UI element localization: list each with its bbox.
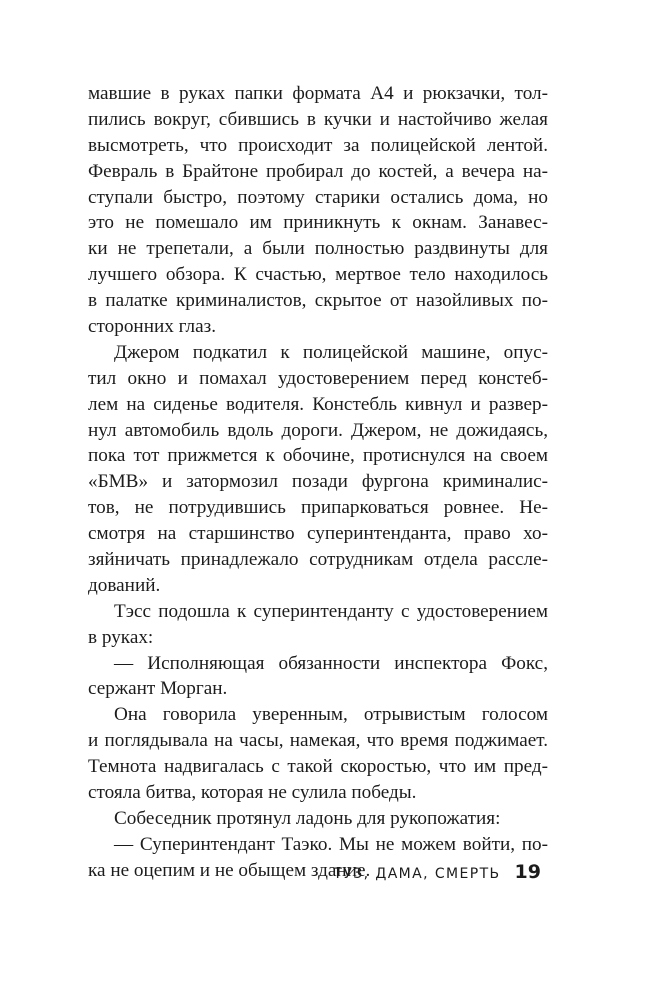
text-line: Февраль в Брайтоне пробирал до костей, а вечера на- — [88, 160, 548, 182]
text-line: мавшие в руках папки формата А4 и рюкзачки, тол- — [88, 83, 548, 104]
text-line: ка не оцепим и не обыщем здание. — [88, 859, 371, 881]
paragraph-2 — [88, 340, 548, 599]
text-line: Тэсс подошла к суперинтенданту с удостоверением — [114, 600, 548, 622]
text-line: пока тот прижмется к обочине, протиснулся на своем — [88, 445, 548, 467]
text-line: пились вокруг, сбившись в кучки и настойчиво желая — [88, 108, 548, 130]
text-line: смотря на старшинство суперинтенданта, право хо- — [88, 523, 548, 545]
text-line: Она говорила уверенным, отрывистым голосом — [114, 704, 548, 726]
dialogue-line-1 — [88, 651, 548, 703]
page-footer — [333, 861, 541, 883]
text-line: — Суперинтендант Таэко. Мы не можем войти, по- — [114, 833, 548, 855]
text-line: — Исполняющая обязанности инспектора Фокс, — [114, 652, 548, 674]
paragraph-6 — [88, 806, 548, 832]
text-line: ки не трепетали, а были полностью раздвинуты для — [88, 238, 548, 260]
text-line: «БМВ» и затормозил позади фургона криминалис- — [88, 471, 548, 493]
text-line: нул автомобиль вдоль дороги. Джером, не дожидаясь, — [88, 419, 548, 441]
body-text — [88, 81, 548, 884]
text-line: сержант Морган. — [88, 678, 228, 700]
text-line: лем на сиденье водителя. Констебль кивнул и развер- — [88, 393, 548, 415]
text-line: это не помешало им приникнуть к окнам. Занавес- — [88, 212, 548, 234]
text-line: Собеседник протянул ладонь для рукопожатия: — [114, 807, 501, 829]
text-line: стояла битва, которая не сулила победы. — [88, 782, 417, 804]
text-line: Темнота надвигалась с такой скоростью, что им пред- — [88, 756, 548, 778]
text-line: и поглядывала на часы, намекая, что время поджимает. — [88, 730, 548, 752]
paragraph-1 — [88, 81, 548, 340]
page-number: 19 — [514, 861, 541, 883]
paragraph-5 — [88, 702, 548, 806]
paragraph-3 — [88, 599, 548, 651]
text-line: высмотреть, что происходит за полицейской лентой. — [88, 134, 548, 156]
text-line: тил окно и помахал удостоверением перед констеб- — [88, 367, 548, 389]
text-line: ступали быстро, поэтому старики остались дома, но — [88, 186, 548, 208]
running-title: ТУЗ, ДАМА, СМЕРТЬ — [333, 866, 501, 882]
text-line: лучшего обзора. К счастью, мертвое тело находилось — [88, 264, 548, 286]
text-line: Джером подкатил к полицейской машине, опус- — [114, 341, 548, 363]
text-line: сторонних глаз. — [88, 316, 216, 338]
text-line: дований. — [88, 574, 161, 596]
text-line: в палатке криминалистов, скрытое от назойливых по- — [88, 290, 548, 312]
text-line: зяйничать принадлежало сотрудникам отдела рассле- — [88, 549, 548, 571]
text-line: в руках: — [88, 626, 154, 648]
text-line: тов, не потрудившись припарковаться ровнее. Не- — [88, 497, 548, 519]
